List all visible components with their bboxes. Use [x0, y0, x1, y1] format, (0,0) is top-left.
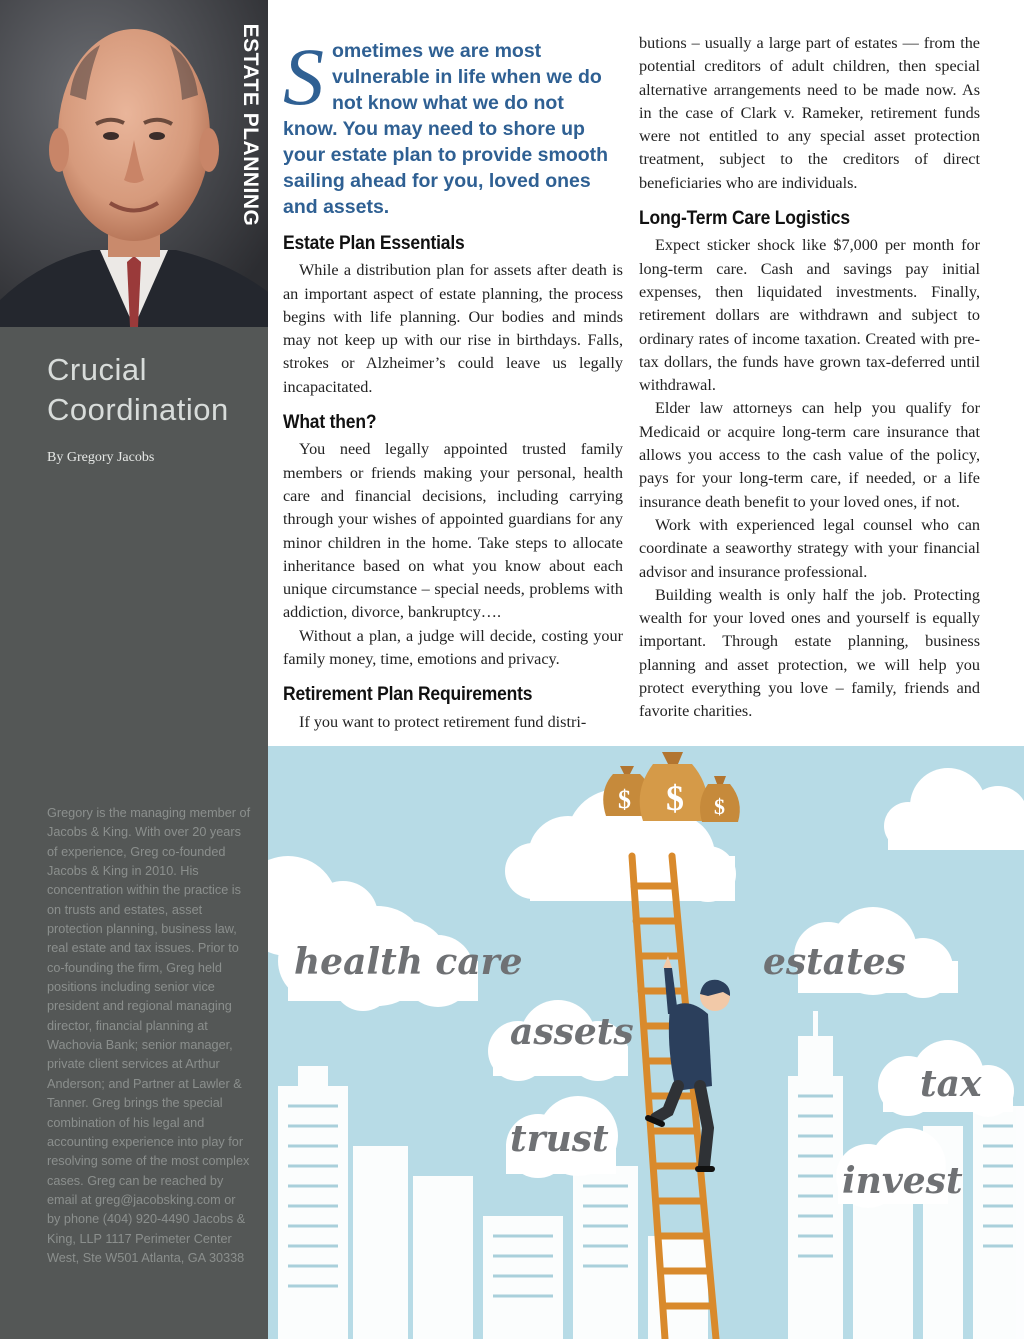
- word-invest: invest: [842, 1160, 963, 1202]
- article-column-middle: [283, 31, 623, 734]
- lead-paragraph: [283, 31, 623, 220]
- word-health-care: health care: [294, 941, 523, 983]
- drop-cap: S: [283, 31, 324, 122]
- article-column-right: [639, 32, 980, 724]
- dollar-sign: $: [666, 778, 684, 818]
- illustration: [268, 746, 1024, 1339]
- paragraph: You need legally appointed trusted family members or friends making your personal, health care and financial decisions, including carrying through your wishes of appointed guardians for any minor children in the home. Take steps to allocate inheritance based on what you know about each unique circumstance – special needs, problems with addiction, divorce, bankruptcy….: [283, 440, 623, 622]
- article-title-line2: Coordination: [47, 392, 229, 427]
- paragraph: Expect sticker shock like $7,000 per month for long-term care. Cash and savings pay initial expenses, then liquidated investments. Finally, retirement dollars are withdrawn and subject to ordinary rates of income taxation. Created with pre-tax dollars, the funds have grown tax-deferred until withdrawal.: [639, 236, 980, 395]
- heading-what-then: What then?: [283, 412, 377, 434]
- author-photo: [0, 0, 268, 327]
- heading-long-term-care: Long-Term Care Logistics: [639, 208, 850, 230]
- word-estates: estates: [763, 941, 906, 983]
- heading-estate-plan-essentials: Estate Plan Essentials: [283, 233, 465, 254]
- word-tax: tax: [920, 1063, 982, 1105]
- section-label: [232, 23, 268, 227]
- sidebar: [0, 0, 268, 1339]
- byline: By Gregory Jacobs: [47, 450, 155, 465]
- paragraph: While a distribution plan for assets after death is an important aspect of estate planning, the process begins with life planning. Our bodies and minds may not keep up with our rise in birthdays. Falls, strokes or Alzheimer’s could leave us legally incapacitated.: [283, 261, 623, 396]
- word-assets: assets: [510, 1011, 634, 1053]
- paragraph: If you want to protect retirement fund distri-: [299, 712, 587, 731]
- article-title-line1: Crucial: [47, 352, 147, 387]
- dollar-sign: $: [714, 794, 725, 819]
- paragraph: Without a plan, a judge will decide, costing your family money, time, emotions and privacy.: [283, 626, 623, 669]
- dollar-sign: $: [618, 785, 631, 814]
- paragraph-continuation: butions – usually a large part of estates — from the potential creditors of adult children, then special alternative arrangements need to be made now. As in the case of Clark v. Rameker, retirement funds were not entitled to any special asset protection treatment, subject to the creditors of direct beneficiaries who are individuals.: [639, 34, 980, 192]
- author-bio: Gregory is the managing member of Jacobs & King. With over 20 years of experience, Greg co-founded Jacobs & King in 2010. His concentration within the practice is on trusts and estates, asset protection planning, business law, real estate and tax issues. Prior to co-founding the firm, Greg held positions including senior vice president and regional managing director, financial planning at Wachovia Bank; senior manager, private client services at Arthur Anderson; and Partner at Lawler & Tanner. Greg brings the special combination of his legal and accounting experience into play for resolving some of the most complex cases. Greg can be reached by email at greg@jacobsking.com or by phone (404) 920-4490 Jacobs & King, LLP 1117 Perimeter Center West, Ste W501 Atlanta, GA 30338: [47, 806, 251, 1265]
- word-trust: trust: [510, 1118, 609, 1160]
- paragraph: Building wealth is only half the job. Protecting wealth for your loved ones and yourself is equally important. Through estate planning, business planning and asset protection, we will help you protect everything you love – family, friends and favorite charities.: [639, 585, 980, 721]
- section-label-text: ESTATE PLANNING: [239, 23, 262, 227]
- heading-retirement-plan: Retirement Plan Requirements: [283, 684, 533, 706]
- paragraph: Work with experienced legal counsel who can coordinate a seaworthy strategy with your financial advisor and insurance professional.: [639, 515, 980, 581]
- lead-text: ometimes we are most vulnerable in life when we do not know what we do not know. You may need to shore up your estate plan to provide smooth sailing ahead for you, loved ones and assets.: [283, 40, 609, 218]
- paragraph: Elder law attorneys can help you qualify for Medicaid or acquire long-term care insurance that allows you access to the cash value of the policy, pays for your long-term care, if needed, or a life insurance death benefit to your loved ones, if not.: [639, 399, 980, 511]
